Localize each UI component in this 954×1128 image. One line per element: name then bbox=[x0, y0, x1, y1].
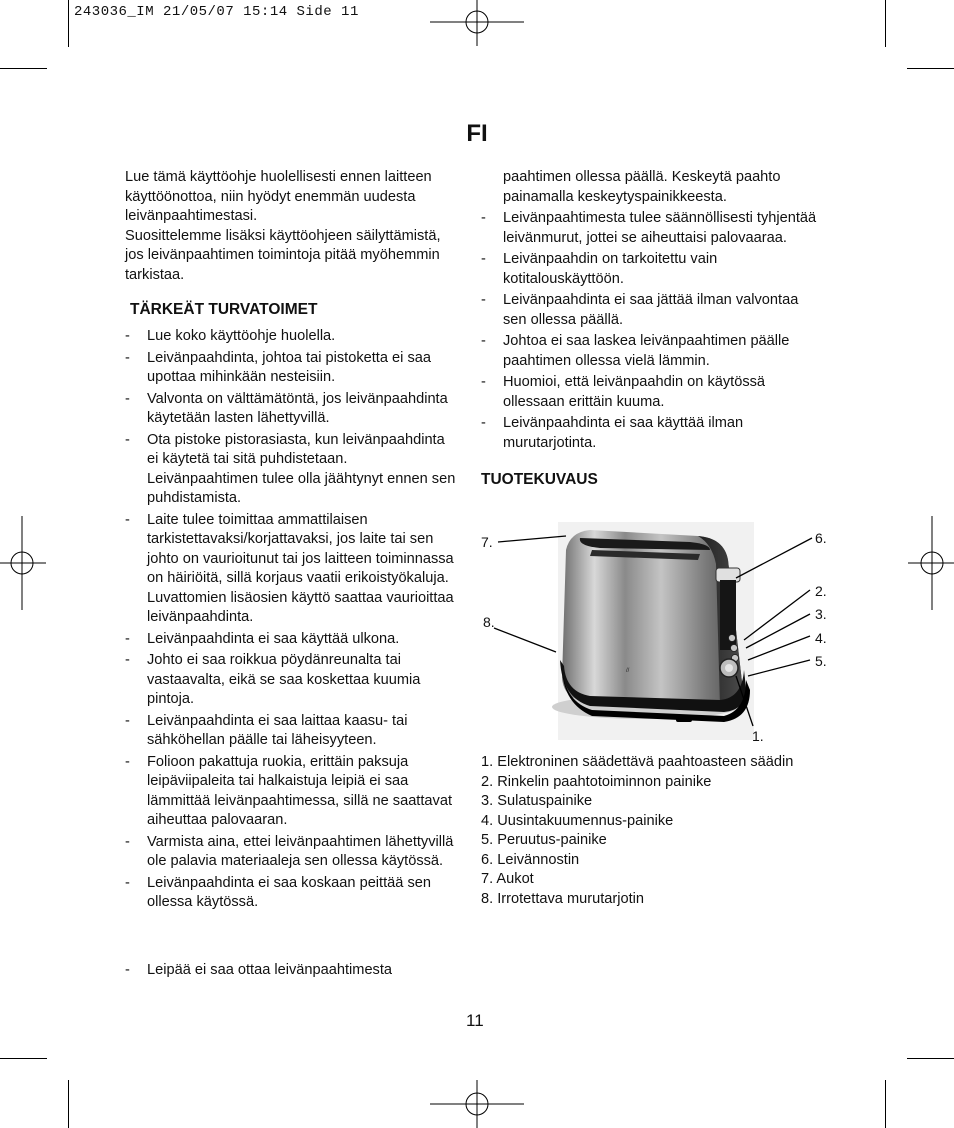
callout-6: 6. bbox=[815, 530, 827, 546]
list-item: - Leivänpaahdinta ei saa laittaa kaasu- tai sähköhellan päälle tai läheisyyteen. bbox=[125, 712, 459, 751]
registration-mark-bottom bbox=[430, 1080, 524, 1128]
list-item: 3. Sulatuspainike bbox=[481, 793, 593, 809]
list-item: - Lue koko käyttöohje huolella. bbox=[125, 327, 459, 347]
right-column bbox=[481, 168, 821, 490]
intro-paragraph-2: Suosittelemme lisäksi käyttöohjeen säilyttämistä, jos leivänpaahtimen toimintoja pitää myöhemmin tarkistaa. bbox=[125, 227, 441, 283]
left-column-last-item bbox=[125, 961, 459, 983]
list-item: - Leivänpaahtimesta tulee säännöllisesti tyhjentää leivänmurut, jottei se aiheuttaisi palovaaraa. bbox=[481, 209, 821, 248]
registration-mark-right bbox=[908, 516, 954, 610]
callout-2: 2. bbox=[815, 583, 827, 599]
list-item: - Leivänpaahdinta ei saa jättää ilman valvontaa sen ollessa päällä. bbox=[481, 291, 821, 330]
list-item: 2. Rinkelin paahtotoiminnon painike bbox=[481, 773, 712, 790]
callout-4: 4. bbox=[815, 630, 827, 646]
list-item: 6. Leivännostin bbox=[481, 851, 580, 868]
list-item: - Huomioi, että leivänpaahdin on käytössä ollessaan erittäin kuuma. bbox=[481, 373, 821, 412]
list-item: - Ota pistoke pistorasiasta, kun leivänpaahdinta ei käytetä tai sitä puhdistetaan. Leivänpaahtimen tulee olla jäähtynyt ennen sen puhdistamista. bbox=[125, 431, 459, 509]
toaster-lever bbox=[716, 568, 740, 582]
registration-mark-left bbox=[0, 516, 46, 610]
list-item: 4. Uusintakuumennus-painike bbox=[481, 812, 674, 829]
list-item: - Leipää ei saa ottaa leivänpaahtimesta bbox=[125, 961, 459, 981]
parts-list-block bbox=[481, 753, 841, 909]
safety-list bbox=[125, 327, 459, 913]
left-column bbox=[125, 168, 459, 915]
list-item: 1. Elektroninen säädettävä paahtoasteen säädin bbox=[481, 754, 794, 770]
callout-8: 8. bbox=[483, 614, 495, 630]
list-item: - Leivänpaahdinta ei saa käyttää ilman murutarjotinta. bbox=[481, 414, 821, 453]
list-item: - Valvonta on välttämätöntä, jos leivänpaahdinta käytetään lasten lähettyvillä. bbox=[125, 390, 459, 429]
list-item: - Leivänpaahdinta ei saa koskaan peittää sen ollessa käytössä. bbox=[125, 874, 459, 913]
list-item: - Johtoa ei saa laskea leivänpaahtimen päälle paahtimen ollessa vielä lämmin. bbox=[481, 332, 821, 371]
intro-paragraph: Lue tämä käyttöohje huolellisesti ennen laitteen käyttöönottoa, niin hyödyt enemmän uudesta leivänpaahtimestasi. bbox=[125, 169, 432, 224]
list-item: 8. Irrotettava murutarjotin bbox=[481, 890, 645, 907]
page-number: 11 bbox=[466, 1011, 484, 1030]
list-item: - Laite tulee toimittaa ammattilaisen tarkistettavaksi/korjattavaksi, jos laite tai sen johto on vaurioitunut tai jos laitteen toiminnassa on häiriöitä, sillä korjaus vaatii erikoistyökaluja. Luvattomien lisäosien käyttö saattaa vaurioittaa leivänpaahdinta. bbox=[125, 511, 459, 628]
print-slug: 243036_IM 21/05/07 15:14 Side 11 bbox=[74, 4, 359, 20]
parts-list bbox=[481, 753, 841, 909]
registration-mark-top bbox=[430, 0, 524, 46]
list-item: 7. Aukot bbox=[481, 871, 534, 887]
list-item: - Leivänpaahdin on tarkoitettu vain kotitalouskäyttöön. bbox=[481, 250, 821, 289]
safety-heading: TÄRKEÄT TURVATOIMET bbox=[130, 301, 318, 318]
safety-list-continued bbox=[481, 209, 821, 453]
callout-1: 1. bbox=[752, 728, 764, 744]
callout-3: 3. bbox=[815, 606, 827, 622]
continued-text: paahtimen ollessa päällä. Keskeytä paahto painamalla keskeytyspainikkeesta. bbox=[503, 169, 781, 205]
list-item: - Folioon pakattuja ruokia, erittäin paksuja leipäviipaleita tai halkaistuja leipiä ei saa lämmittää leivänpaahtimessa, sillä ne saattavat aiheuttaa palovaaran. bbox=[125, 753, 459, 831]
list-item: - Leivänpaahdinta ei saa käyttää ulkona. bbox=[125, 630, 459, 650]
callout-5: 5. bbox=[815, 653, 827, 669]
list-item: - Johto ei saa roikkua pöydänreunalta tai vastaavalta, eikä se saa koskettaa kuumia pintoja. bbox=[125, 651, 459, 710]
list-item: - Varmista aina, ettei leivänpaahtimen lähettyvillä ole palavia materiaaleja sen ollessa käytössä. bbox=[125, 833, 459, 872]
language-heading: FI bbox=[466, 120, 488, 147]
list-item: - Leivänpaahdinta, johtoa tai pistoketta ei saa upottaa mihinkään nesteisiin. bbox=[125, 349, 459, 388]
list-item: 5. Peruutus-painike bbox=[481, 832, 607, 848]
toaster-illustration bbox=[480, 520, 840, 745]
svg-text://: // bbox=[626, 668, 630, 674]
callout-7: 7. bbox=[481, 534, 493, 550]
product-heading: TUOTEKUVAUS bbox=[481, 471, 598, 488]
